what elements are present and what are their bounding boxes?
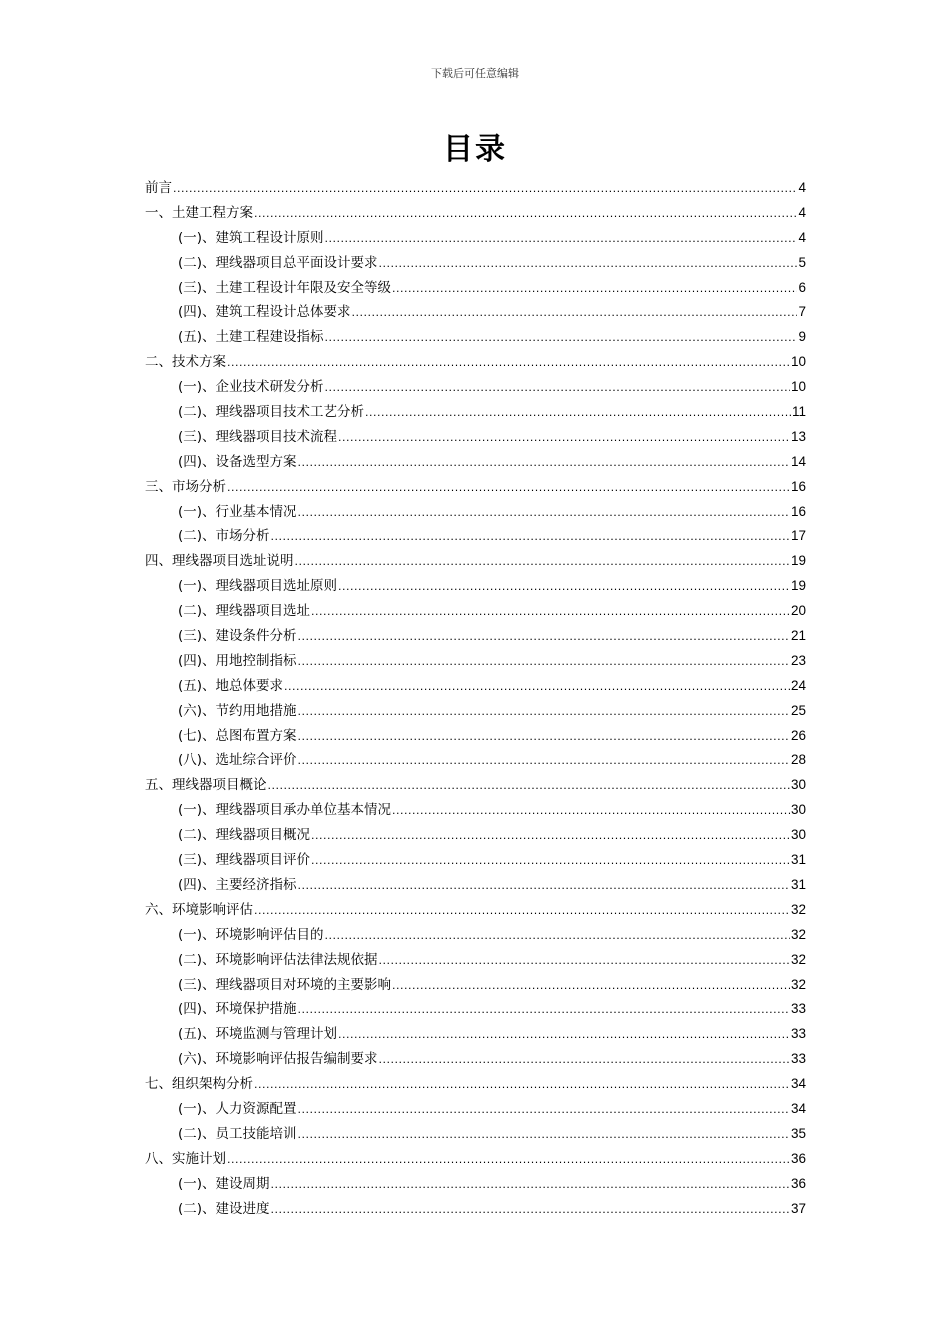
toc-dot-leader — [325, 326, 798, 351]
toc-subsection-entry[interactable] — [145, 1197, 806, 1222]
toc-entry-label: 七、组织架构分析 — [145, 1076, 253, 1093]
toc-page-number: 16 — [790, 503, 806, 519]
toc-page-number: 9 — [798, 329, 806, 345]
toc-dot-leader — [325, 924, 790, 949]
toc-subsection-entry[interactable] — [145, 823, 806, 848]
toc-dot-leader — [298, 501, 790, 526]
toc-dot-leader — [298, 650, 790, 675]
toc-page-number: 10 — [790, 354, 806, 370]
toc-subsection-entry[interactable] — [145, 848, 806, 873]
toc-entry-label: (六)、环境影响评估报告编制要求 — [178, 1051, 378, 1068]
toc-entry-label: (一)、环境影响评估目的 — [178, 926, 324, 943]
toc-entry-label: (四)、用地控制指标 — [178, 652, 297, 669]
toc-entry-label: 一、土建工程方案 — [145, 204, 253, 221]
toc-subsection-entry[interactable] — [145, 300, 806, 325]
toc-page-number: 32 — [790, 926, 806, 942]
toc-entry-label: 四、理线器项目选址说明 — [145, 553, 294, 570]
toc-entry-label: (二)、员工技能培训 — [178, 1125, 297, 1142]
toc-page-number: 28 — [790, 752, 806, 768]
toc-entry-label: (三)、理线器项目评价 — [178, 852, 311, 869]
toc-subsection-entry[interactable] — [145, 425, 806, 450]
toc-dot-leader — [298, 874, 790, 899]
toc-subsection-entry[interactable] — [145, 400, 806, 425]
toc-dot-leader — [325, 376, 790, 401]
toc-dot-leader — [298, 725, 790, 750]
toc-section-entry[interactable] — [145, 176, 806, 201]
toc-subsection-entry[interactable] — [145, 748, 806, 773]
table-of-contents — [145, 176, 806, 1221]
toc-page-number: 24 — [790, 677, 806, 693]
toc-entry-label: (四)、设备选型方案 — [178, 453, 297, 470]
toc-dot-leader — [295, 550, 790, 575]
toc-page-number: 37 — [790, 1200, 806, 1216]
toc-page-number: 34 — [790, 1076, 806, 1092]
toc-entry-label: (三)、理线器项目技术流程 — [178, 428, 338, 445]
toc-page-number: 36 — [790, 1175, 806, 1191]
toc-entry-label: (一)、建设周期 — [178, 1175, 270, 1192]
toc-subsection-entry[interactable] — [145, 1097, 806, 1122]
toc-subsection-entry[interactable] — [145, 699, 806, 724]
toc-section-entry[interactable] — [145, 773, 806, 798]
toc-page-number: 11 — [791, 404, 806, 420]
toc-page-number: 30 — [790, 777, 806, 793]
toc-entry-label: 三、市场分析 — [145, 478, 226, 495]
toc-dot-leader — [311, 849, 790, 874]
toc-dot-leader — [227, 351, 790, 376]
toc-subsection-entry[interactable] — [145, 599, 806, 624]
toc-subsection-entry[interactable] — [145, 798, 806, 823]
toc-page-number: 17 — [790, 528, 806, 544]
toc-entry-label: (一)、理线器项目承办单位基本情况 — [178, 802, 392, 819]
toc-subsection-entry[interactable] — [145, 724, 806, 749]
toc-dot-leader — [298, 700, 790, 725]
toc-dot-leader — [271, 525, 790, 550]
toc-entry-label: 八、实施计划 — [145, 1150, 226, 1167]
toc-page-number: 20 — [790, 603, 806, 619]
toc-subsection-entry[interactable] — [145, 500, 806, 525]
toc-dot-leader — [298, 451, 790, 476]
toc-entry-label: (二)、环境影响评估法律法规依据 — [178, 951, 378, 968]
toc-dot-leader — [271, 1198, 790, 1223]
toc-subsection-entry[interactable] — [145, 574, 806, 599]
toc-entry-label: (五)、地总体要求 — [178, 677, 284, 694]
toc-page-number: 30 — [790, 827, 806, 843]
toc-subsection-entry[interactable] — [145, 1047, 806, 1072]
toc-entry-label: (二)、理线器项目概况 — [178, 827, 311, 844]
toc-entry-label: (一)、企业技术研发分析 — [178, 379, 324, 396]
toc-subsection-entry[interactable] — [145, 1022, 806, 1047]
toc-dot-leader — [254, 899, 790, 924]
toc-dot-leader — [284, 675, 790, 700]
toc-dot-leader — [352, 301, 798, 326]
toc-subsection-entry[interactable] — [145, 997, 806, 1022]
toc-dot-leader — [311, 824, 790, 849]
toc-dot-leader — [298, 998, 790, 1023]
toc-entry-label: (四)、环境保护措施 — [178, 1001, 297, 1018]
toc-entry-label: (二)、建设进度 — [178, 1200, 270, 1217]
toc-page-number: 4 — [798, 204, 806, 220]
toc-subsection-entry[interactable] — [145, 524, 806, 549]
toc-subsection-entry[interactable] — [145, 251, 806, 276]
toc-dot-leader — [227, 476, 790, 501]
toc-dot-leader — [338, 426, 790, 451]
toc-section-entry[interactable] — [145, 350, 806, 375]
toc-section-entry[interactable] — [145, 475, 806, 500]
toc-page-number: 4 — [798, 229, 806, 245]
page-header-note: 下载后可任意编辑 — [431, 67, 519, 80]
toc-subsection-entry[interactable] — [145, 948, 806, 973]
toc-page-number: 33 — [790, 1026, 806, 1042]
toc-page-number: 21 — [790, 628, 806, 644]
toc-dot-leader — [365, 401, 791, 426]
toc-entry-label: (一)、建筑工程设计原则 — [178, 229, 324, 246]
toc-dot-leader — [298, 1123, 790, 1148]
toc-page-number: 31 — [790, 876, 806, 892]
toc-entry-label: 五、理线器项目概论 — [145, 777, 267, 794]
toc-dot-leader — [392, 277, 797, 302]
toc-subsection-entry[interactable] — [145, 674, 806, 699]
toc-entry-label: (三)、土建工程设计年限及安全等级 — [178, 279, 392, 296]
toc-entry-label: (二)、理线器项目选址 — [178, 603, 311, 620]
toc-subsection-entry[interactable] — [145, 649, 806, 674]
toc-page-number: 23 — [790, 652, 806, 668]
toc-page-number: 30 — [790, 802, 806, 818]
toc-dot-leader — [173, 177, 797, 202]
toc-subsection-entry[interactable] — [145, 450, 806, 475]
toc-entry-label: (一)、人力资源配置 — [178, 1100, 297, 1117]
toc-section-entry[interactable] — [145, 549, 806, 574]
toc-subsection-entry[interactable] — [145, 276, 806, 301]
toc-entry-label: 前言 — [145, 180, 172, 196]
toc-entry-label: (二)、市场分析 — [178, 528, 270, 545]
toc-page-number: 33 — [790, 1001, 806, 1017]
toc-dot-leader — [379, 252, 798, 277]
toc-page-number: 32 — [790, 901, 806, 917]
toc-page-number: 6 — [798, 279, 806, 295]
toc-entry-label: (三)、理线器项目对环境的主要影响 — [178, 976, 392, 993]
toc-entry-label: (一)、行业基本情况 — [178, 503, 297, 520]
toc-page-number: 16 — [790, 478, 806, 494]
toc-subsection-entry[interactable] — [145, 1172, 806, 1197]
toc-dot-leader — [271, 1173, 790, 1198]
toc-dot-leader — [338, 1023, 790, 1048]
toc-page-number: 19 — [790, 578, 806, 594]
toc-entry-label: (四)、主要经济指标 — [178, 876, 297, 893]
toc-page-number: 19 — [790, 553, 806, 569]
toc-subsection-entry[interactable] — [145, 375, 806, 400]
toc-dot-leader — [298, 749, 790, 774]
toc-dot-leader — [379, 949, 790, 974]
toc-page-number: 5 — [798, 254, 806, 270]
toc-page-number: 33 — [790, 1051, 806, 1067]
toc-page-number: 35 — [790, 1125, 806, 1141]
toc-dot-leader — [298, 1098, 790, 1123]
toc-page-number: 26 — [790, 727, 806, 743]
toc-entry-label: (五)、环境监测与管理计划 — [178, 1026, 338, 1043]
toc-section-entry[interactable] — [145, 898, 806, 923]
toc-page-number: 25 — [790, 702, 806, 718]
toc-entry-label: (二)、理线器项目总平面设计要求 — [178, 254, 378, 271]
toc-entry-label: (一)、理线器项目选址原则 — [178, 578, 338, 595]
toc-dot-leader — [392, 799, 790, 824]
toc-dot-leader — [325, 227, 798, 252]
toc-entry-label: (八)、选址综合评价 — [178, 752, 297, 769]
toc-entry-label: (四)、建筑工程设计总体要求 — [178, 304, 351, 321]
toc-dot-leader — [254, 202, 797, 227]
toc-page-number: 13 — [790, 428, 806, 444]
toc-title: 目录 — [443, 132, 507, 167]
toc-page-number: 4 — [798, 180, 806, 195]
toc-subsection-entry[interactable] — [145, 873, 806, 898]
toc-dot-leader — [227, 1148, 790, 1173]
toc-section-entry[interactable] — [145, 1072, 806, 1097]
toc-dot-leader — [254, 1073, 790, 1098]
toc-subsection-entry[interactable] — [145, 325, 806, 350]
toc-page-number: 36 — [790, 1150, 806, 1166]
toc-page-number: 32 — [790, 976, 806, 992]
toc-page-number: 14 — [790, 453, 806, 469]
toc-entry-label: (七)、总图布置方案 — [178, 727, 297, 744]
toc-entry-label: (三)、建设条件分析 — [178, 628, 297, 645]
toc-entry-label: (五)、土建工程建设指标 — [178, 329, 324, 346]
toc-subsection-entry[interactable] — [145, 226, 806, 251]
toc-dot-leader — [268, 774, 790, 799]
toc-subsection-entry[interactable] — [145, 923, 806, 948]
toc-entry-label: 二、技术方案 — [145, 354, 226, 371]
toc-section-entry[interactable] — [145, 201, 806, 226]
toc-dot-leader — [311, 600, 790, 625]
toc-dot-leader — [379, 1048, 790, 1073]
toc-dot-leader — [392, 974, 790, 999]
toc-entry-label: (二)、理线器项目技术工艺分析 — [178, 404, 365, 421]
toc-subsection-entry[interactable] — [145, 1122, 806, 1147]
toc-page-number: 32 — [790, 951, 806, 967]
toc-page-number: 31 — [790, 852, 806, 868]
toc-section-entry[interactable] — [145, 1147, 806, 1172]
toc-entry-label: 六、环境影响评估 — [145, 901, 253, 918]
toc-page-number: 34 — [790, 1100, 806, 1116]
toc-dot-leader — [338, 575, 790, 600]
toc-dot-leader — [298, 625, 790, 650]
toc-page-number: 10 — [790, 379, 806, 395]
toc-subsection-entry[interactable] — [145, 973, 806, 998]
toc-entry-label: (六)、节约用地措施 — [178, 702, 297, 719]
toc-subsection-entry[interactable] — [145, 624, 806, 649]
toc-page-number: 7 — [798, 304, 806, 320]
